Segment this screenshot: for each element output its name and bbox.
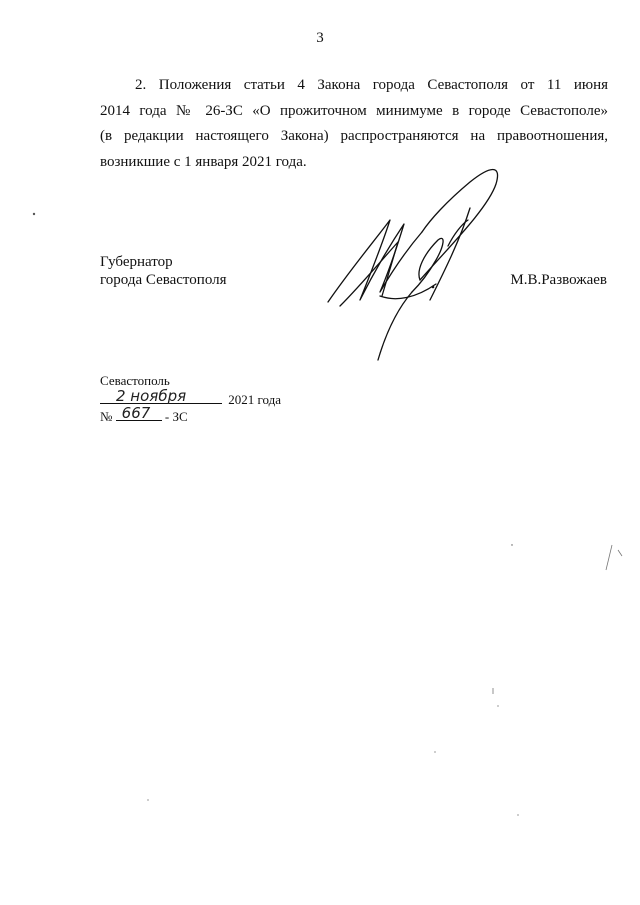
date-handwritten: 2 ноября [116,387,187,405]
signer-name: М.В.Развожаев [510,272,607,288]
signer-title-line1: Губернатор [100,254,173,270]
page-number: 3 [316,30,324,46]
number-suffix: - ЗС [164,409,188,424]
signer-title-line2: города Севастополя [100,272,227,288]
paragraph-line-4: возникшие с 1 января 2021 года. [100,153,307,170]
paragraph-line-3: (в редакции настоящего Закона) распространяются на правоотношения, [100,128,608,144]
year-suffix: 2021 года [228,392,282,407]
number-prefix: № [100,409,113,424]
paragraph-line-1: 2. Положения статьи 4 Закона города Севастополя от 11 июня [135,77,608,93]
place-city: Севастополь [100,373,170,388]
number-handwritten: 667 [121,404,151,422]
paragraph-line-2: 2014 года № 26-ЗС «О прожиточном минимуме в городе Севастополе» [100,102,608,119]
